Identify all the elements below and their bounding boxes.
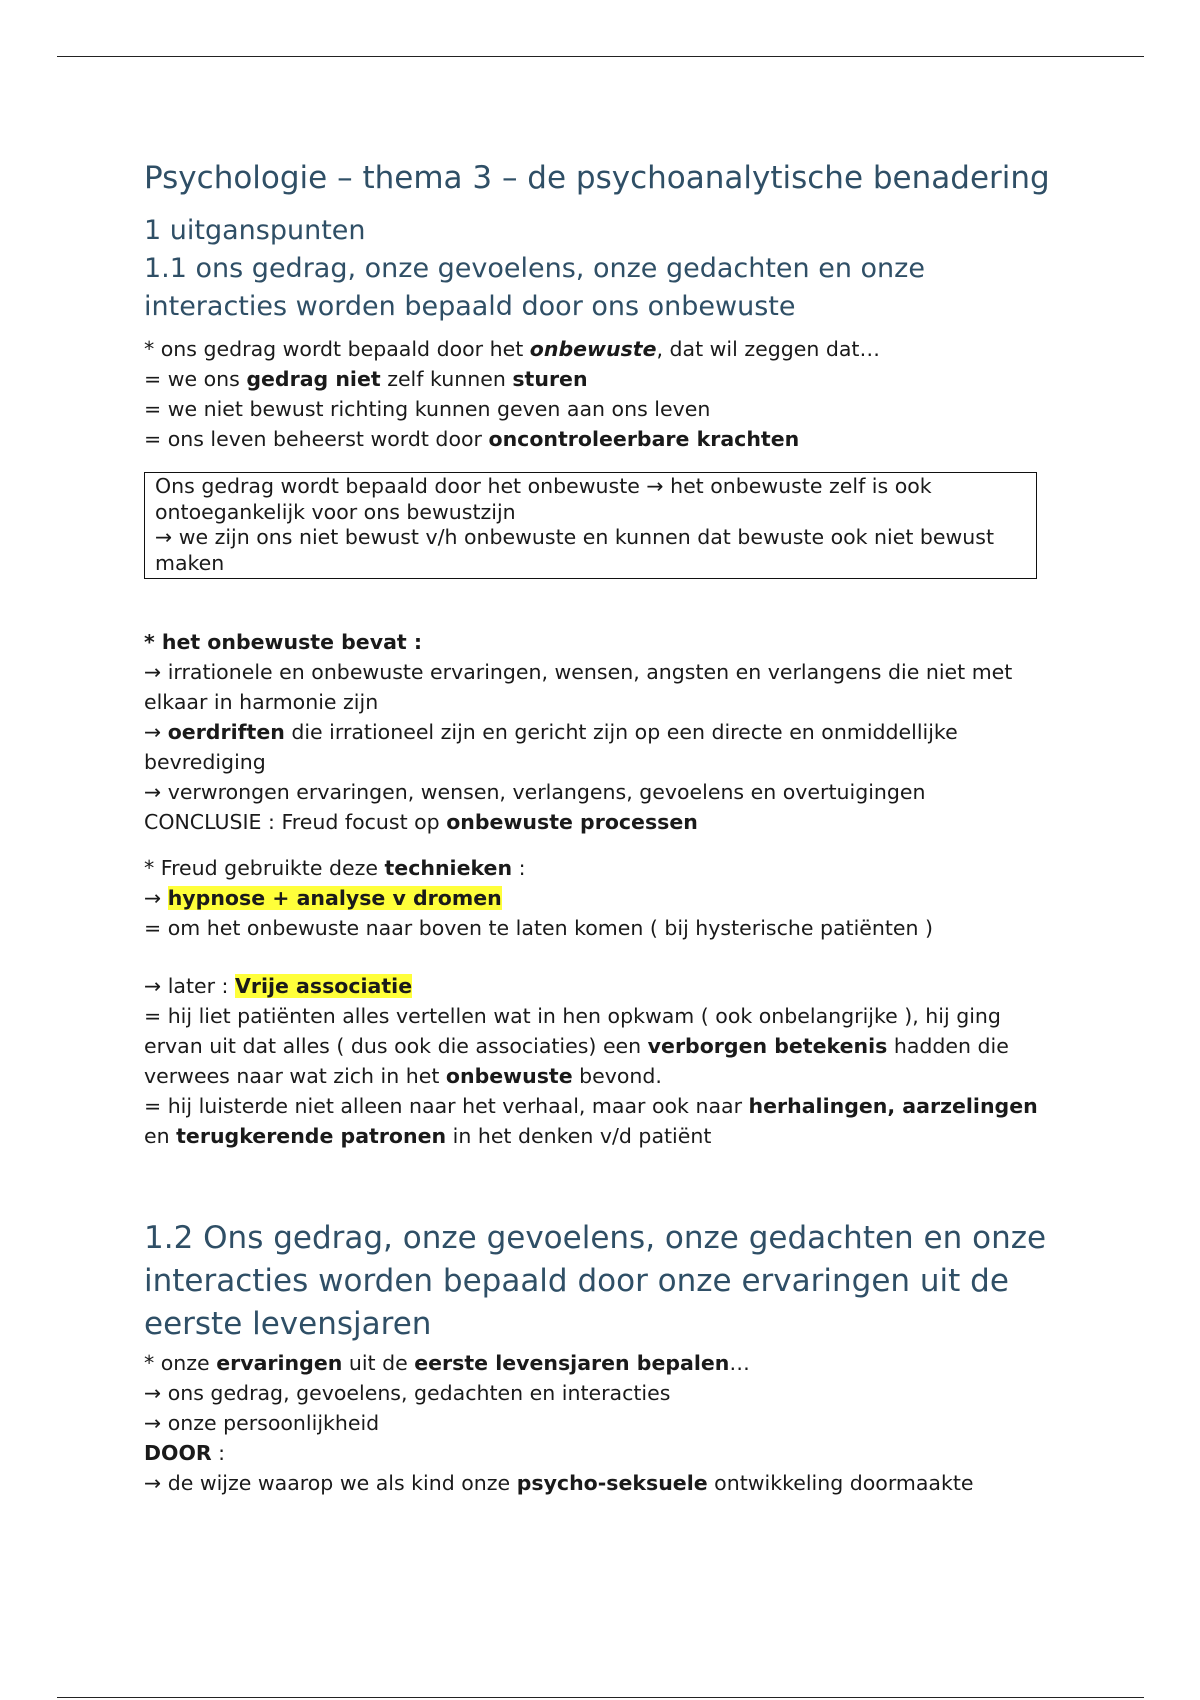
- box-line: → we zijn ons niet bewust v/h onbewuste en kunnen dat bewuste ook niet bewust maken: [155, 525, 995, 575]
- document-body: [144, 150, 1064, 1498]
- techniques-intro: * Freud gebruikte deze technieken :: [144, 856, 526, 880]
- list-item: → irrationele en onbewuste ervaringen, wensen, angsten en verlangens die niet met elkaar in harmonie zijn: [144, 660, 1013, 714]
- paragraph-line: * onze ervaringen uit de eerste levensjaren bepalen…: [144, 1351, 750, 1375]
- conclusion-line: CONCLUSIE : Freud focust op onbewuste processen: [144, 810, 698, 834]
- subsection-heading-1-1: 1.1 ons gedrag, onze gevoelens, onze gedachten en onze interacties worden bepaald door ons onbewuste: [144, 253, 925, 322]
- paragraph-line: = om het onbewuste naar boven te laten komen ( bij hysterische patiënten ): [144, 916, 934, 940]
- header-rule: [57, 56, 1144, 57]
- subsection-heading-1-2: 1.2 Ons gedrag, onze gevoelens, onze gedachten en onze interacties worden bepaald door onze ervaringen uit de eerste levensjaren: [144, 1220, 1047, 1342]
- paragraph: = hij liet patiënten alles vertellen wat in hen opkwam ( ook onbelangrijke ), hij ging ervan uit dat alles ( dus ook die associaties) een verborgen betekenis hadden die verwees naar wat zich in het onbewuste bevond.: [144, 1004, 1009, 1088]
- paragraph-line: = ons leven beheerst wordt door oncontroleerbare krachten: [144, 427, 800, 451]
- paragraph-line: * ons gedrag wordt bepaald door het onbewuste, dat wil zeggen dat…: [144, 337, 880, 361]
- list-item: → oerdriften die irrationeel zijn en gericht zijn op een directe en onmiddellijke bevrediging: [144, 720, 958, 774]
- document-title: Psychologie – thema 3 – de psychoanalytische benadering: [144, 160, 1050, 196]
- paragraph-line: = we niet bewust richting kunnen geven aan ons leven: [144, 397, 711, 421]
- section-heading-1: 1 uitganspunten: [144, 215, 366, 246]
- list-item: → onze persoonlijkheid: [144, 1411, 380, 1435]
- paragraph-line: DOOR :: [144, 1441, 226, 1465]
- list-item: → later : Vrije associatie: [144, 974, 413, 998]
- box-line: Ons gedrag wordt bepaald door het onbewuste → het onbewuste zelf is ook ontoegankelijk voor ons bewustzijn: [155, 474, 932, 524]
- list-item: → de wijze waarop we als kind onze psycho-seksuele ontwikkeling doormaakte: [144, 1471, 974, 1495]
- highlighted-text: hypnose + analyse v dromen: [167, 886, 502, 910]
- list-item: → verwrongen ervaringen, wensen, verlangens, gevoelens en overtuigingen: [144, 780, 926, 804]
- contains-heading: * het onbewuste bevat :: [144, 630, 423, 654]
- summary-box: [144, 472, 1037, 579]
- list-item: → hypnose + analyse v dromen: [144, 886, 502, 910]
- paragraph: = hij luisterde niet alleen naar het verhaal, maar ook naar herhalingen, aarzelingen en terugkerende patronen in het denken v/d patiënt: [144, 1094, 1038, 1148]
- list-item: → ons gedrag, gevoelens, gedachten en interacties: [144, 1381, 671, 1405]
- footer-rule: [57, 1697, 1144, 1698]
- paragraph-line: = we ons gedrag niet zelf kunnen sturen: [144, 367, 588, 391]
- highlighted-text: Vrije associatie: [234, 974, 413, 998]
